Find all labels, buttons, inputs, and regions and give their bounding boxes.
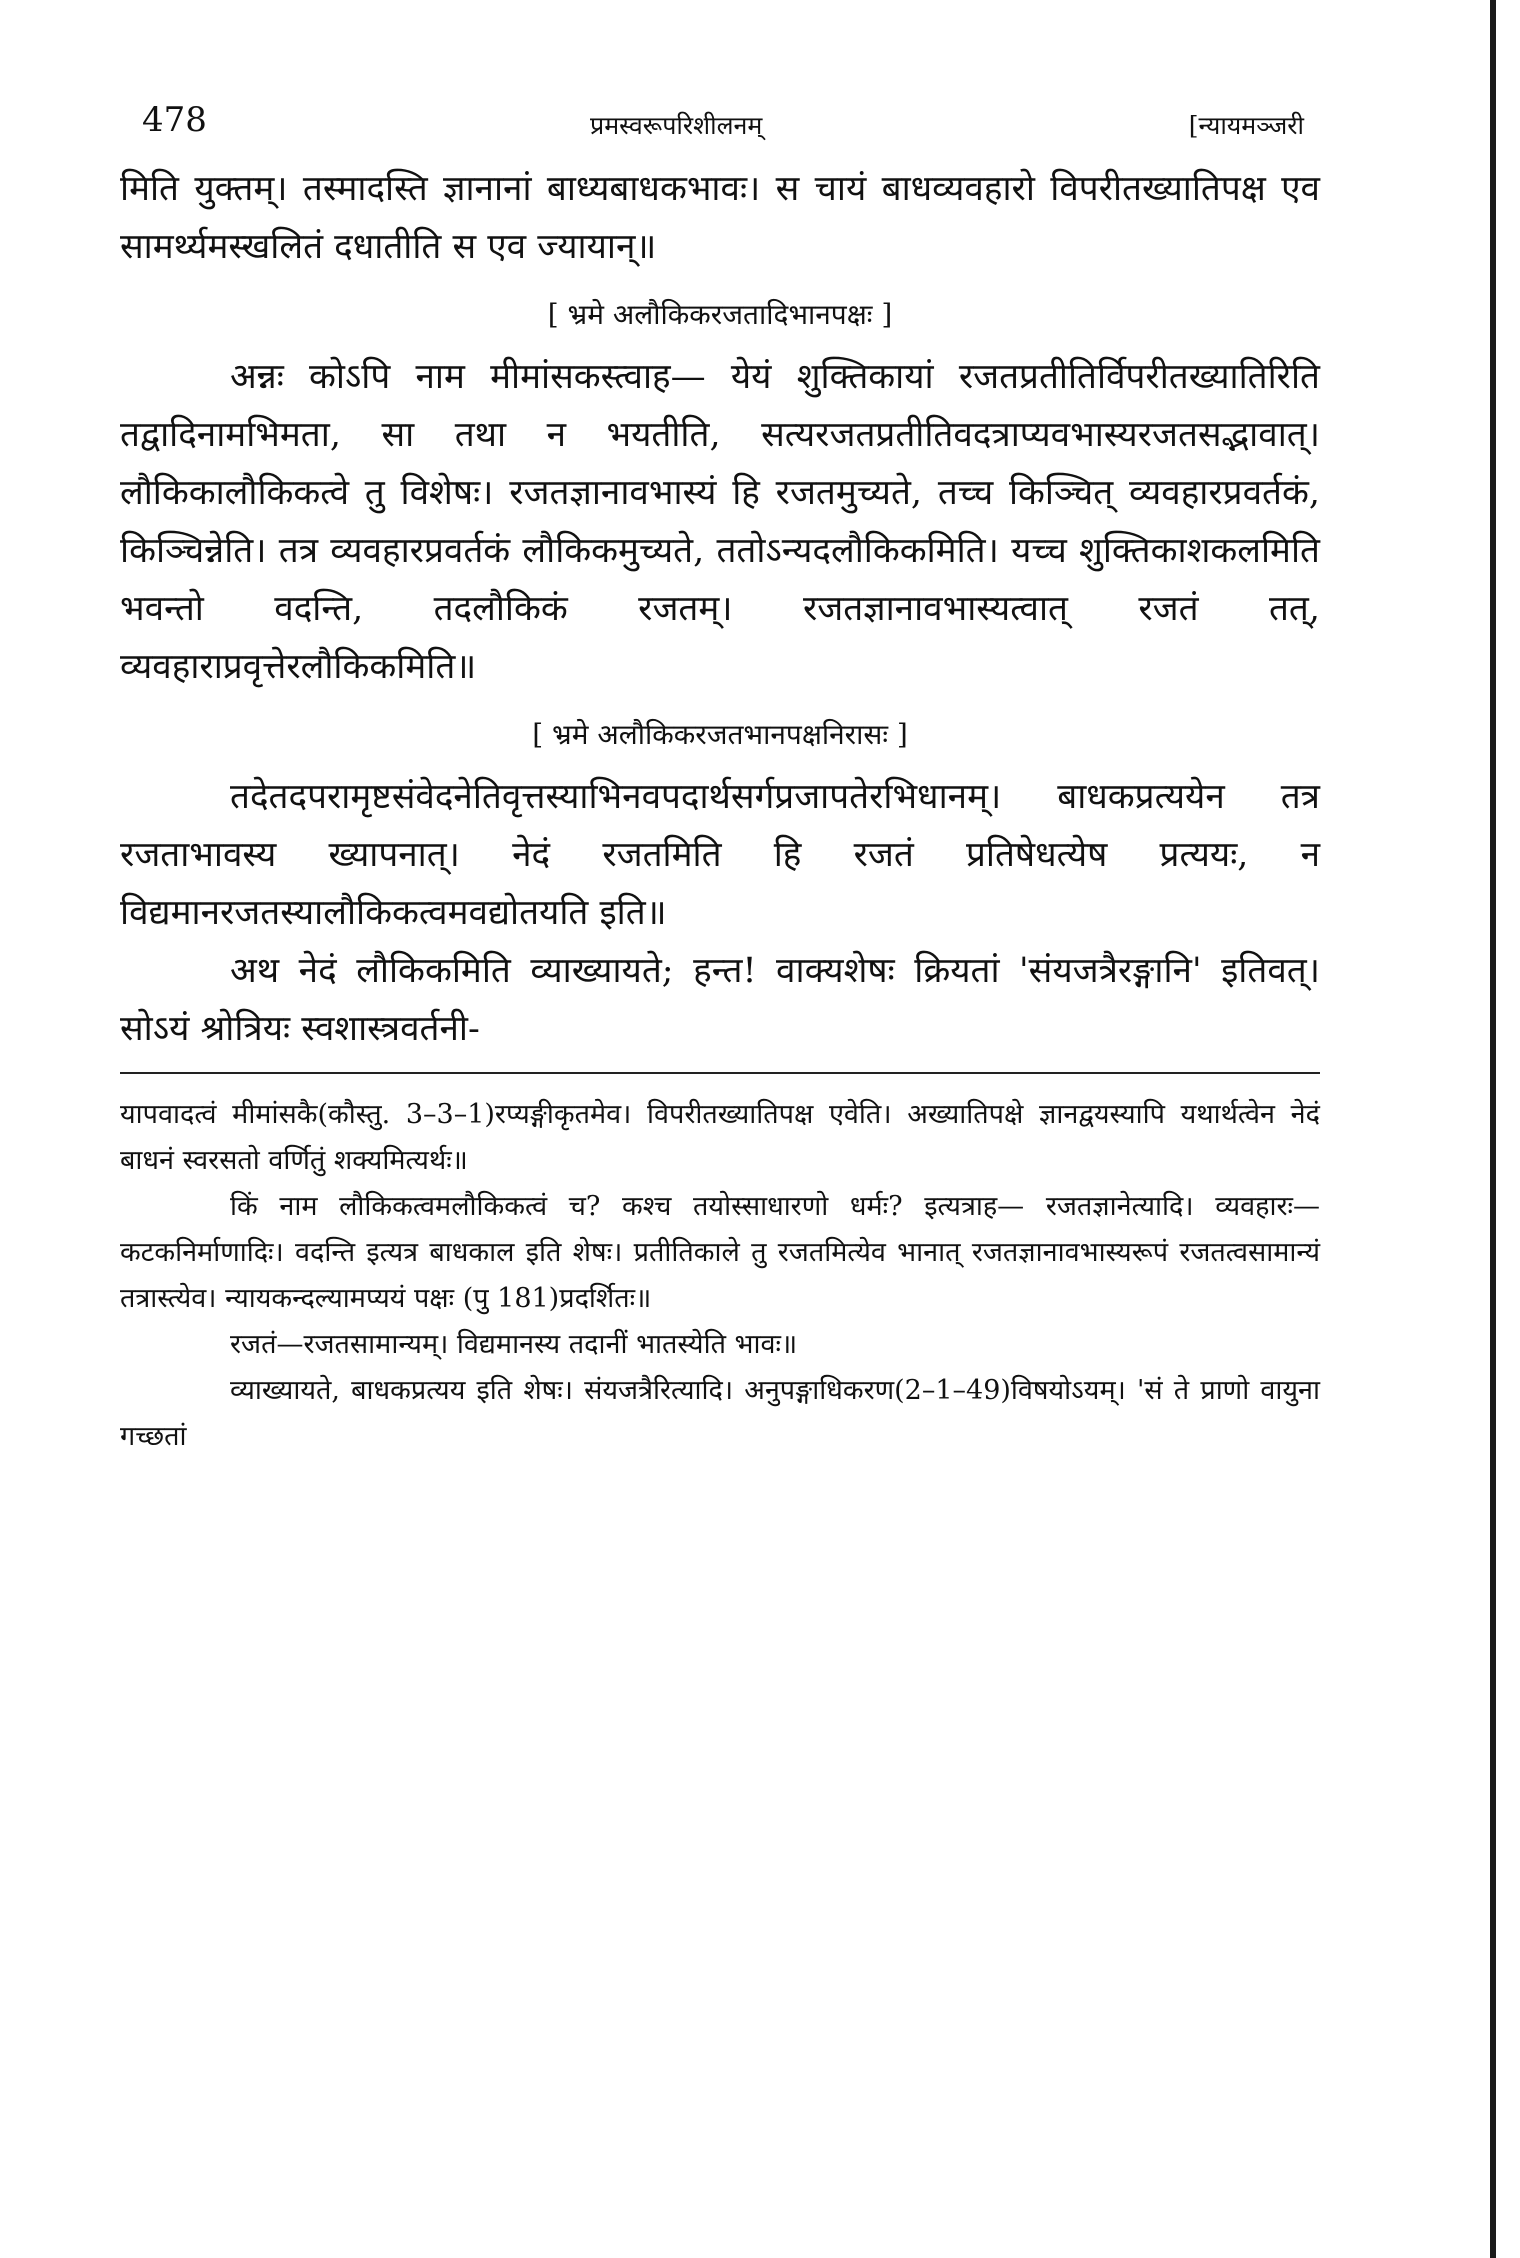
page-edge <box>1490 0 1496 2258</box>
section-heading-2: [ भ्रमे अलौकिकरजतभानपक्षनिरासः ] <box>532 718 908 751</box>
paragraph-3: तदेतदपरामृष्टसंवेदनेतिवृत्तस्याभिनवपदार्थसर्गप्रजापतेरभिधानम्। बाधकप्रत्ययेन तत्र रजताभावस्य ख्यापनात्। नेदं रजतमिति हि रजतं प्रतिषेधत्येष प्रत्ययः, न विद्यमानरजतस्यालौकिकत्वमवद्योतयति इति॥ <box>120 777 1320 933</box>
footnote-rule <box>120 1072 1320 1074</box>
paragraph-2: अन्नः कोऽपि नाम मीमांसकस्त्वाह— येयं शुक्तिकायां रजतप्रतीतिर्विपरीतख्यातिरिति तद्वादिनामभिमता, सा तथा न भयतीति, सत्यरजतप्रतीतिवदत्राप्यवभास्यरजतसद्भावात्। लौकिकालौकिकत्वे तु विशेषः। रजतज्ञानावभास्यं हि रजतमुच्यते, तच्च किञ्चित् व्यवहारप्रवर्तकं, किञ्चिन्नेति। तत्र व्यवहारप्रवर्तकं लौकिकमुच्यते, ततोऽन्यदलौकिकमिति। यच्च शुक्तिकाशकलमिति भवन्तो वदन्ति, तदलौकिकं रजतम्। रजतज्ञानावभास्यत्वात् रजतं तत्, व्यवहाराप्रवृत्तेरलौकिकमिति॥ <box>120 357 1320 687</box>
book-page <box>120 90 1320 1460</box>
book-title: प्रमस्वरूपरिशीलनम् <box>590 111 763 140</box>
footnote-2: किं नाम लौकिकत्वमलौकिकत्वं च? कश्च तयोस्साधारणो धर्मः? इत्यत्राह— रजतज्ञानेत्यादि। व्यवहारः—कटकनिर्माणादिः। वदन्ति इत्यत्र बाधकाल इति शेषः। प्रतीतिकाले तु रजतमित्येव भानात् रजतज्ञानावभास्यरूपं रजतत्वसामान्यं तत्रास्त्येव। न्यायकन्दल्यामप्ययं पक्षः (पु 181)प्रदर्शितः॥ <box>120 1191 1320 1314</box>
footnote-3: रजतं—रजतसामान्यम्। विद्यमानस्य तदानीं भातस्येति भावः॥ <box>230 1329 798 1360</box>
main-text <box>120 160 1320 1058</box>
paragraph-4: अथ नेदं लौकिकमिति व्याख्यायते; हन्त! वाक्यशेषः क्रियतां 'संयजत्रैरङ्गानि' इतिवत्। सोऽयं श्रोत्रियः स्वशास्त्रवर्तनी- <box>120 951 1320 1049</box>
paragraph-1: मिति युक्तम्। तस्मादस्ति ज्ञानानां बाध्यबाधकभावः। स चायं बाधव्यवहारो विपरीतख्यातिपक्ष एव सामर्थ्यमस्खलितं दधातीति स एव ज्यायान्॥ <box>120 169 1320 267</box>
section-heading-1: [ भ्रमे अलौकिकरजतादिभानपक्षः ] <box>547 298 893 331</box>
footnote-1: यापवादत्वं मीमांसकै(कौस्तु. 3–3–1)रप्यङ्गीकृतमेव। विपरीतख्यातिपक्ष एवेति। अख्यातिपक्षे ज्ञानद्वयस्यापि यथार्थत्वेन नेदं बाधनं स्वरसतो वर्णितुं शक्यमित्यर्थः॥ <box>120 1099 1320 1176</box>
running-head <box>120 90 1320 160</box>
footnote-4: व्याख्यायते, बाधकप्रत्यय इति शेषः। संयजत्रैरित्यादि। अनुपङ्गाधिकरण(2–1–49)विषयोऽयम्। 'सं ते प्राणो वायुना गच्छतां <box>120 1375 1320 1452</box>
footnotes <box>120 1092 1320 1460</box>
work-title: [न्यायमञ्जरी <box>1188 111 1304 140</box>
page-number: 478 <box>142 100 207 140</box>
